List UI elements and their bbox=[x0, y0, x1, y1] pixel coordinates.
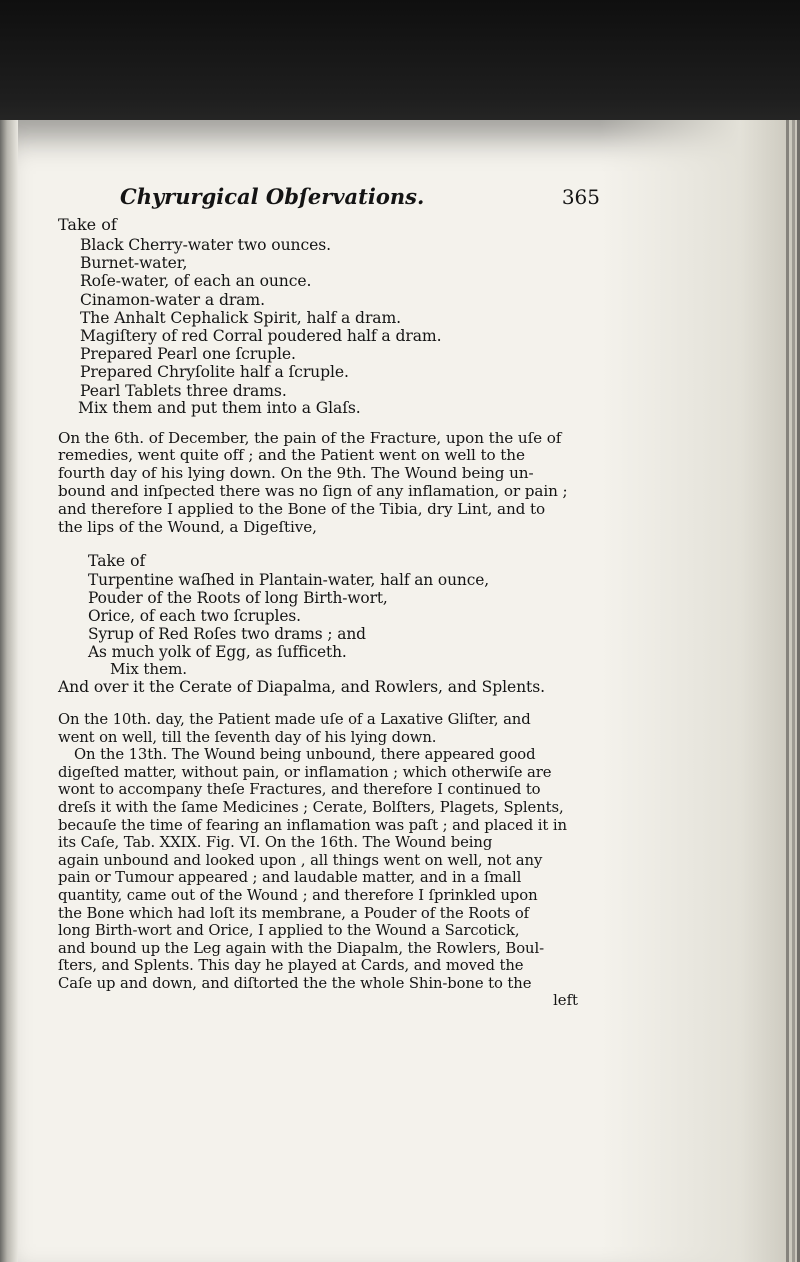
page-text bbox=[58, 184, 618, 1009]
paragraph-december bbox=[58, 430, 618, 537]
paragraph-line: Caſe up and down, and diſtorted the the whole Shin-bone to the bbox=[58, 974, 532, 992]
recipe1-item: Cinamon-water a dram. bbox=[80, 290, 265, 309]
paragraph-line: long Birth-wort and Orice, I applied to the Wound a Sarcotick, bbox=[58, 922, 520, 940]
recipe1-item: The Anhalt Cephalick Spirit, half a dram. bbox=[80, 308, 402, 327]
paragraph-line: went on well, till the ſeventh day of his lying down. bbox=[58, 728, 437, 746]
page-left-edge bbox=[0, 120, 18, 1262]
catchword: left bbox=[553, 991, 578, 1009]
paragraph-line: becauſe the time of fearing an inflamation was paſt ; and placed it in bbox=[58, 816, 567, 834]
paragraph-line: and therefore I applied to the Bone of the Tibia, dry Lint, and to bbox=[58, 499, 546, 518]
paragraph-line: dreſs it with the ſame Medicines ; Cerate, Bolſters, Plagets, Splents, bbox=[58, 798, 564, 816]
recipe1-item: Magiſtery of red Corral poudered half a dram. bbox=[80, 327, 442, 346]
recipe1-item: Prepared Pearl one ſcruple. bbox=[80, 345, 296, 364]
recipe2-item: Syrup of Red Roſes two drams ; and bbox=[88, 625, 366, 644]
recipe1-list bbox=[80, 236, 618, 400]
recipe2-item: Orice, of each two ſcruples. bbox=[88, 607, 301, 626]
running-title: Chyrurgical Obſervations. bbox=[120, 184, 425, 209]
paragraph-line: the lips of the Wound, a Digeſtive, bbox=[58, 517, 317, 536]
recipe1-item: Prepared Chryſolite half a ſcruple. bbox=[80, 363, 349, 382]
running-header bbox=[120, 184, 600, 209]
recipe1-item: Black Cherry-water two ounces. bbox=[80, 236, 331, 254]
recipe1-item: Burnet-water, bbox=[80, 254, 188, 273]
paragraph-tenth-day bbox=[58, 711, 618, 993]
paragraph-line: its Caſe, Tab. XXIX. Fig. VI. On the 16th. The Wound being bbox=[58, 834, 493, 852]
recipe2-over: And over it the Cerate of Diapalma, and Rowlers, and Splents. bbox=[58, 678, 545, 697]
paragraph-line: bound and inſpected there was no ſign of any inflamation, or pain ; bbox=[58, 482, 568, 501]
paragraph-line: ſters, and Splents. This day he played at Cards, and moved the bbox=[58, 957, 524, 975]
scan-dark-margin bbox=[0, 0, 800, 140]
paragraph-line: On the 10th. day, the Patient made uſe of a Laxative Gliſter, and bbox=[58, 711, 531, 728]
paragraph-line: quantity, came out of the Wound ; and therefore I ſprinkled upon bbox=[58, 886, 538, 904]
paragraph-line: wont to accompany theſe Fractures, and therefore I continued to bbox=[58, 781, 541, 799]
page-gutter bbox=[600, 120, 800, 1262]
paragraph-line: On the 6th. of December, the pain of the Fracture, upon the uſe of bbox=[58, 428, 562, 447]
page-number: 365 bbox=[561, 185, 600, 209]
paragraph-line: and bound up the Leg again with the Diapalm, the Rowlers, Boul- bbox=[58, 939, 544, 957]
paragraph-line: pain or Tumour appeared ; and laudable matter, and in a ſmall bbox=[58, 869, 522, 887]
recipe1-item: Pearl Tablets three drams. bbox=[80, 381, 287, 400]
recipe1-mix: Mix them and put them into a Glaſs. bbox=[78, 398, 361, 417]
recipe2-item: Turpentine waſhed in Plantain-water, half an ounce, bbox=[88, 571, 490, 590]
paragraph-line: fourth day of his lying down. On the 9th. The Wound being un- bbox=[58, 464, 534, 483]
paragraph-line: the Bone which had loſt its membrane, a Pouder of the Roots of bbox=[58, 904, 530, 922]
recipe2-list bbox=[88, 571, 618, 661]
recipe2-intro: Take of bbox=[88, 552, 146, 571]
recipe2-mix: Mix them. bbox=[110, 660, 188, 679]
recipe2-item: As much yolk of Egg, as ſufficeth. bbox=[88, 643, 347, 662]
recipe1-item: Roſe-water, of each an ounce. bbox=[80, 272, 312, 291]
paragraph-line: digeſted matter, without pain, or inflamation ; which otherwiſe are bbox=[58, 763, 552, 781]
recipe1-intro: Take of bbox=[58, 215, 117, 234]
paragraph-line: again unbound and looked upon , all things went on well, not any bbox=[58, 851, 543, 869]
recipe2-item: Pouder of the Roots of long Birth-wort, bbox=[88, 589, 388, 608]
paragraph-line: remedies, went quite off ; and the Patient went on well to the bbox=[58, 446, 525, 465]
paragraph-line: On the 13th. The Wound being unbound, there appeared good bbox=[74, 746, 536, 764]
